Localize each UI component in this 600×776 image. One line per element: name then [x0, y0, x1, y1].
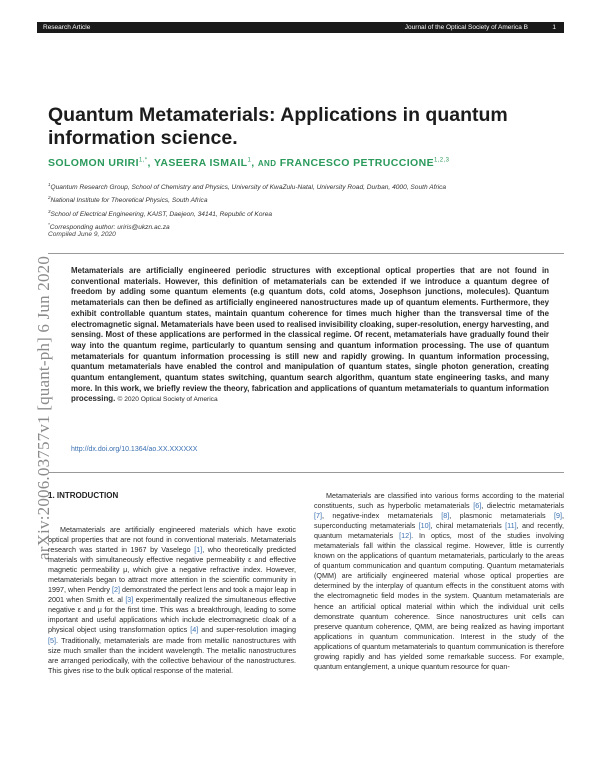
compiled-date: Compiled June 9, 2020 [48, 231, 116, 238]
citation-link[interactable]: [7] [314, 511, 322, 521]
author-conjunction: AND [257, 159, 277, 168]
affiliations [48, 180, 568, 234]
section-tag: Research Article [43, 24, 91, 31]
copyright: © 2020 Optical Society of America [117, 396, 218, 404]
top-divider [48, 253, 564, 254]
citation-link[interactable]: [12] [399, 531, 412, 541]
corresponding-author: *Corresponding author: uriris@ukzn.ac.za [48, 222, 170, 232]
citation-link[interactable]: [9] [554, 511, 563, 521]
citation-link[interactable]: [1] [194, 545, 203, 555]
paper-title: Quantum Metamaterials: Applications in quantum information science. [48, 104, 508, 149]
doi-link[interactable]: http://dx.doi.org/10.1364/ao.XX.XXXXXX [71, 446, 198, 453]
intro-paragraph-1: Metamaterials are artificially engineered materials which have exotic optical properties that are not found in conventional materials. Metamaterials research was started in 1967 by Vaselego [1], who theoretically predicted materials with simultaneously effective negative permeability ε and effective magnetic permeability μ, which give a negative refractive index. However, metamaterials began to attract more attention in the scientific community in 1997, when Pendry [2] demonstrated the perfect lens and took a major leap in 2001 when Smith et. al [3] experimentally realized the simultaneous effective negative ε and μ for the first time. This was a breakthrough, leading to some important and useful applications which include electromagnetic cloak of a physical object using transformation optics [4] and super-resolution imaging [5]. Traditionally, metamaterials are made from metallic nanostructures with size much smaller than the incident wavelength. The metallic nanostructures are arranged periodically, with the collective behaviour of the nanostructures. This gives rise to the bulk optical response of the material. [48, 525, 297, 675]
affiliation-2: $^2$National Institute for Theoretical Physics, South Africa [48, 195, 208, 205]
running-header [37, 22, 564, 33]
citation-link[interactable]: [5] [48, 635, 56, 645]
abstract [71, 266, 549, 406]
citation-link[interactable]: [4] [190, 625, 199, 635]
author-list: SOLOMON $URIRI^{1,*}$, YASEERA ISMAIL$^1$, AND FRANCESCO PETRUCCIONE$^{1,2,3}$ [48, 157, 450, 169]
left-column [48, 525, 296, 676]
arxiv-stamp [14, 200, 54, 560]
affiliation-1: $^1$Quantum Research Group, School of Chemistry and Physics, University of KwaZulu-Natal, University Road, Durban, 4000, South Africa [48, 182, 447, 192]
citation-link[interactable]: [8] [441, 511, 450, 521]
author-3: FRANCESCO PETRUCCIONE [279, 157, 434, 169]
abstract-text: Metamaterials are artificially engineered periodic structures with exceptional optical properties that are not found in conventional materials. However, this definition of metamaterials can be extended if we introduce a quantum degree of freedom by adding some quantum elements (e.g quantum dots, cold atoms, Josephson junctions, molecules). Quantum metamaterials can then be defined as artificially engineered nanostructures made up of quantum elements. Furthermore, they exhibit controllable quantum states, maintain quantum coherence for times much higher than the transversal time of the electromagnetic signal. Metamaterials have been used to realised invisibility cloaking, super-resolution, energy harvesting, and sensing. Most of these applications are performed in the classical regime. Of recent, metamaterials have gradually found their way into the quantum regime, particularly to quantum sensing and quantum information processing. The use of quantum metamaterials for quantum information processing is still new and rapidly growing. In quantum information processing, quantum metamaterials have enabled the control and manipulation of quantum states, single photon generation, creating quantum entanglement, quantum states switching, quantum search algorithm, quantum state engineering tasks, and many more. In this work, we briefly review the theory, fabrication and applications of quantum metamaterials to quantum information processing. [71, 266, 549, 404]
citation-link[interactable]: [2] [112, 585, 120, 595]
author-2: YASEERA ISMAIL [153, 157, 248, 169]
section-heading: 1. INTRODUCTION [48, 491, 119, 500]
author-3-affil: 1,2,3 [433, 157, 450, 164]
right-column [314, 491, 564, 672]
arxiv-stamp-text: arXiv:2006.03757v1 [quant-ph] 6 Jun 2020 [34, 255, 53, 560]
citation-link[interactable]: [11] [505, 521, 517, 531]
intro-paragraph-2: Metamaterials are classified into various forms according to the material constituents, such as hyperbolic metamaterials [6], dielectric metamaterials [7], negative-index metamaterials [8], plasmonic metamaterials [9], superconducting metamaterials [10], chiral metamaterials [11], and recently, quantum metamaterials [12]. In optics, most of the studies involving metamaterials fall within the classical regime. However, little is currently known on the applications of quantum metamaterials, particularly to the areas of quantum communication and quantum computing. Quantum metamaterials (QMM) are artificially engineered material whose optical properties are determined by the interplay of quantum effects in the constituent atoms with the electromagnetic field modes in the system. Quantum metamaterials are hence an artificial optical material within which the individual unit cells demonstrate quantum coherence. Since nanostructures unit cells can preserve quantum coherence, QMM, are being realized as having important applications in quantum communication. Interest in the study of the applications of quantum metamaterials to quantum communication is therefore growing rapidly and has yielded some remarkable success. For example, quantum entanglement, a unique quantum resource for quan- [314, 491, 565, 671]
citation-link[interactable]: [10] [418, 521, 431, 531]
citation-link[interactable]: [3] [125, 595, 134, 605]
author-2-affil: 1 [247, 157, 252, 164]
page-number: 1 [552, 24, 556, 31]
author-1: SOLOMON URIRI [48, 157, 139, 169]
bottom-divider [48, 472, 564, 473]
author-1-affil: 1,* [138, 157, 148, 164]
affiliation-3: $^3$School of Electrical Engineering, KAIST, Daejeon, 34141, Republic of Korea [48, 208, 273, 218]
journal-name: Journal of the Optical Society of America B [404, 24, 528, 31]
citation-link[interactable]: [6] [473, 501, 482, 511]
